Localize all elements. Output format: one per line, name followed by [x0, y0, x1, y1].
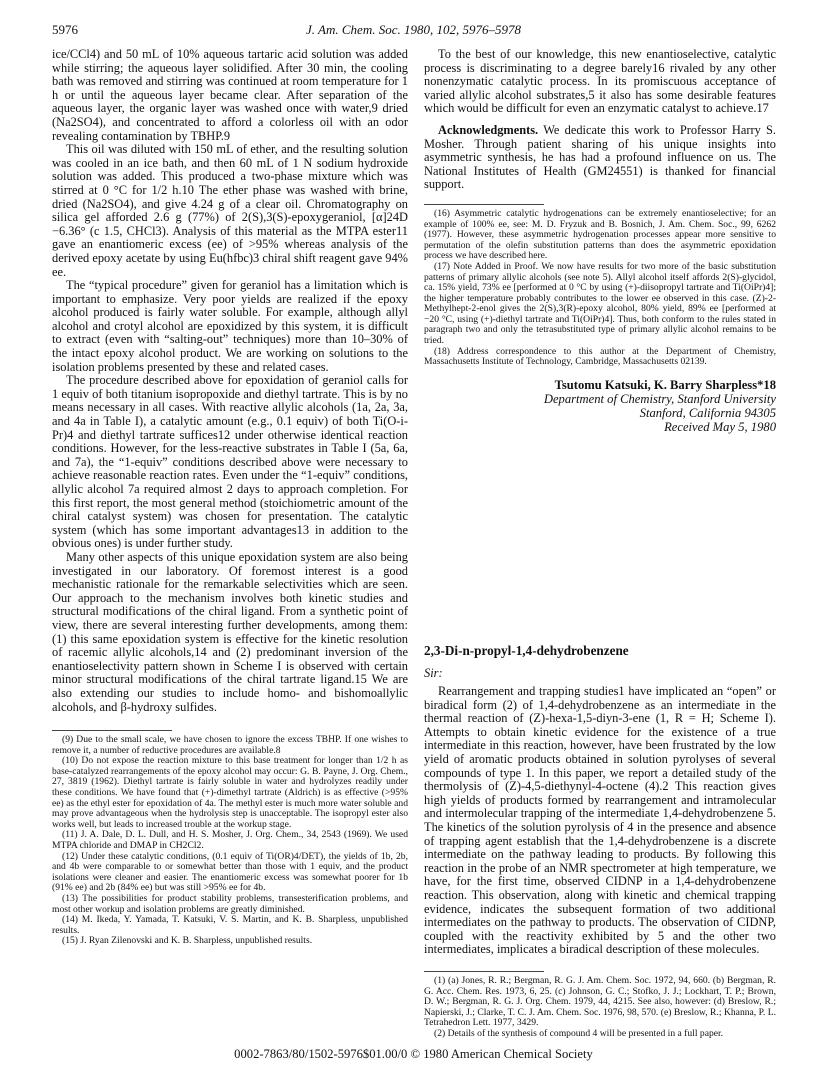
footnote-divider: [52, 730, 172, 731]
footnote-divider: [424, 971, 544, 972]
journal-citation: J. Am. Chem. Soc. 1980, 102, 5976–5978: [306, 22, 521, 37]
affiliation-line-1: Department of Chemistry, Stanford University: [543, 391, 776, 406]
footnote-15: (15) J. Ryan Zilenovski and K. B. Sharpless, unpublished results.: [62, 935, 313, 947]
copyright-footer: 0002-7863/80/1502-5976$01.00/0 © 1980 American Chemical Society: [234, 1047, 593, 1061]
acknowledgments-text: We dedicate this work to Professor Harry S. Mosher. Through patient sharing of his unique insights into asymmetric synthesis, he has had a profound influence on us. The National Institutes of Health (GM24551) is thanked for financial support.: [424, 122, 776, 192]
footnote-13: (13) The possibilities for product stability problems, transesterification problems, and most other workup and isolation problems are greatly diminished.: [52, 893, 408, 915]
salutation: Sir:: [424, 666, 443, 681]
footnote-17: (17) Note Added in Proof. We now have results for two more of the basic substitution patterns of primary allylic alcohols (see note 5). Allyl alcohol itself affords 2(S)-glycidol, ca. 15% yield, 73% ee [performed at 0 °C by using (+)-diisopropyl tartrate and Ti(OiPr)4]; the higher temperature probably contributes to the lower ee observed in this case. (Z)-2-Methylhept-2-enol gives the 2(S),3(R)-epoxy alcohol, 80% yield, 89% ee [performed at −20 °C, using (+)-diethyl tartrate and Ti(OiPr)4]. Thus, both conform to the rules stated in paragraph two and only the tetrasubstituted type of primary allylic alcohol remains to be tried.: [424, 260, 776, 347]
right-footnotes-b: [424, 971, 776, 1040]
footnote-12: (12) Under these catalytic conditions, (0.1 equiv of Ti(OR)4/DET), the yields of 1b, 2b, and 4b were comparable to or somewhat better than those with 1 equiv, and the product isolations were cleaner and easier. The enantiomeric excess was somewhat poorer for 1b (91% ee) and 2b (84% ee) but was still >95% ee for 4b.: [52, 850, 408, 894]
author-block: [424, 378, 776, 434]
affiliation-line-2: Stanford, California 94305: [639, 405, 776, 420]
received-date: Received May 5, 1980: [664, 419, 776, 434]
authors: Tsutomu Katsuki, K. Barry Sharpless*18: [554, 377, 776, 392]
left-paragraph-2: This oil was diluted with 150 mL of ether, and the resulting solution was cooled in an ice bath, and then 60 mL of 1 N sodium hydroxide solution was added. This produced a two-phase mixture which was stirred at 0 °C for 1/2 h.10 The ether phase was washed with brine, dried (Na2SO4), and give 4.24 g of a clear oil. Chromatography on silica gel afforded 2.6 g (77%) of 2(S),3(S)-epoxygeraniol, [α]24D −6.36° (c 1.5, CHCl3). Analysis of this material as the MTPA ester11 gave an enantiomeric excess (ee) of >95% whereas analysis of the derived epoxy acetate by using Eu(hfbc)3 chiral shift reagent gave 94% ee.: [52, 142, 408, 279]
left-paragraph-5: Many other aspects of this unique epoxidation system are also being investigated in our laboratory. Of foremost interest is a good mechanistic rationale for the remarkable selectivities which are seen. Our approach to the mechanism involves both kinetic studies and structural modifications of the chiral ligand. From a synthetic point of view, there are several interesting further developments, among them: (1) this same epoxidation system is effective for the kinetic resolution of racemic allylic alcohols,14 and (2) predominant inversion of the enantioselectivity pattern shown in Scheme I is observed with certain minor structural modifications of the chiral tartrate ligand.15 We are also extending our studies to include homo- and bishomoallylic alcohols, and β-hydroxy sulfides.: [52, 549, 408, 714]
footnote-1: (1) (a) Jones, R. R.; Bergman, R. G. J. Am. Chem. Soc. 1972, 94, 660. (b) Bergman, R. G. Acc. Chem. Res. 1973, 6, 25. (c) Johnson, G. C.; Stofko, J. J.; Lockhart, T. P.; Brown, D. W.; Bergman, R. G. J. Org. Chem. 1979, 44, 4215. See also, however: (d) Breslow, R.; Napierski, J.; Clarke, T. C. J. Am. Chem. Soc. 1976, 98, 570. (e) Breslow, R.; Khanna, P. L. Tetrahedron Lett. 1977, 3429.: [424, 974, 776, 1029]
footnote-9: (9) Due to the small scale, we have chosen to ignore the excess TBHP. If one wishes to remove it, a number of reductive procedures are available.8: [52, 734, 408, 756]
page-number: 5976: [52, 22, 78, 37]
left-column: [52, 48, 408, 947]
acknowledgments-heading: Acknowledgments.: [438, 122, 539, 137]
article-body: Rearrangement and trapping studies1 have implicated an “open” or biradical form (2) of 1,4-dehydrobenzene as an intermediate in the thermal reaction of (Z)-hexa-1,5-diyn-3-ene (1, R = H; Scheme I). Attempts to obtain kinetic evidence for the existence of a true intermediate in this reaction, however, have been frustrated by the low yield of aromatic products obtained in solution pyrolyses of several compounds of type 1. In this paper, we report a detailed study of the thermolysis of (Z)-4,5-diethynyl-4-octene (4).2 This reaction gives high yields of products formed by rearrangement and intramolecular and intermolecular trapping of the intermediate 1,4-dehydrobenzene 5. The kinetics of the solution pyrolysis of 4 in the presence and absence of trapping agent establish that the 1,4-dehydrobenzene is a discrete intermediate on the pathway leading to products. By following this reaction in the probe of an NMR spectrometer at high temperature, we have, for the first time, observed CIDNP in a 1,4-dehydrobenzene reaction. This observation, along with kinetic and chemical trapping evidence, indicates the subsequent formation of two additional intermediates on the pathway to products. The observation of CIDNP, coupled with the reactivity exhibited by 5 and the other two intermediates, implicates a biradical description of these molecules.: [424, 684, 776, 957]
left-paragraph-1: ice/CCl4) and 50 mL of 10% aqueous tartaric acid solution was added while stirring; the aqueous layer solidified. After 30 min, the cooling bath was removed and stirring was continued at room temperature for 1 h or until the aqueous layer became clear. After separation of the aqueous layer, the organic layer was washed once with water,9 dried (Na2SO4), and concentrated to afford a colorless oil with an odor revealing contamination by TBHP.9: [52, 47, 408, 143]
footnote-10: (10) Do not expose the reaction mixture to this base treatment for longer than 1/2 h as base-catalyzed rearrangements of the epoxy alcohol may occur: G. B. Payne, J. Org. Chem., 27, 3819 (1962). Diethyl tartrate is fairly soluble in water and hydrolyzes readily under these conditions. We have found that (+)-dimethyl tartrate (Aldrich) is as effective (>95% ee) as the ethyl ester for epoxidation of 4a. The methyl ester is much more water soluble and may prove advantageous when the hydrolysis step is unacceptable. The isopropyl ester also works well, but leads to increased trouble at the workup stage.: [52, 755, 408, 830]
footnote-divider: [424, 204, 544, 205]
right-footnotes-a: [424, 204, 776, 368]
left-paragraph-4: The procedure described above for epoxidation of geraniol calls for 1 equiv of both titanium isopropoxide and diethyl tartrate. This is by no means necessary in all cases. With reactive allylic alcohols (1a, 2a, 3a, and 4a in Table I), a catalytic amount (e.g., 0.1 equiv) of both Ti(O-i-Pr)4 and diethyl tartrate suffices12 under otherwise identical reaction conditions. However, for the less-reactive substrates in Table I (5a, 6a, and 7a), the “1-equiv” conditions described above were necessary to achieve reasonable reaction rates. Even under the “1-equiv” conditions, allylic alcohol 7a required almost 2 days to approach completion. For this first report, the most general method (stoichiometric amount of the chiral catalyst system) was chosen for presentation. The catalytic system (which has some important advantages13 in addition to the obvious ones) is under further study.: [52, 373, 408, 551]
running-header: [52, 22, 775, 40]
right-column: [424, 48, 776, 1039]
footnote-2: (2) Details of the synthesis of compound 4 will be presented in a full paper.: [434, 1027, 724, 1039]
footnote-11: (11) J. A. Dale, D. L. Dull, and H. S. Mosher, J. Org. Chem., 34, 2543 (1969). We used MTPA chloride and DMAP in CH2Cl2.: [52, 829, 408, 852]
article-title: 2,3-Di-n-propyl-1,4-dehydrobenzene: [424, 642, 629, 658]
acknowledgments: [424, 124, 776, 192]
footnote-18: (18) Address correspondence to this author at the Department of Chemistry, Massachusetts Institute of Technology, Cambridge, Massachusetts 02139.: [424, 345, 776, 368]
footnote-14: (14) M. Ikeda, Y. Yamada, T. Katsuki, V. S. Martin, and K. B. Sharpless, unpublished results.: [52, 914, 408, 936]
right-paragraph-1: To the best of our knowledge, this new enantioselective, catalytic process is discriminating to a degree barely16 rivaled by any other nonenzymatic catalytic process. In its promiscuous acceptance of varied allylic alcohol substrates,5 it also has some desirable features which would be difficult for even an enzymatic catalyst to achieve.17: [424, 47, 776, 116]
left-paragraph-3: The “typical procedure” given for geraniol has a limitation which is important to emphasize. Very poor yields are realized if the epoxy alcohol produced is fairly water soluble. For example, although allyl alcohol and crotyl alcohol are epoxidized by this system, it is difficult to extract (even with “salting-out” techniques) more than 10–30% of the intact epoxy alcohol product. We are working on solutions to the isolation problems presented by these and related cases.: [52, 278, 408, 374]
left-footnotes: [52, 730, 408, 947]
footnote-16: (16) Asymmetric catalytic hydrogenations can be extremely enantioselective; for an example of 100% ee, see: M. D. Fryzuk and B. Bosnich, J. Am. Chem. Soc., 99, 6262 (1977). However, these asymmetric hydrogenation processes appear more sensitive to permutation of the olefin substitution patterns than does the asymmetric epoxidation process we have described here.: [424, 207, 776, 262]
